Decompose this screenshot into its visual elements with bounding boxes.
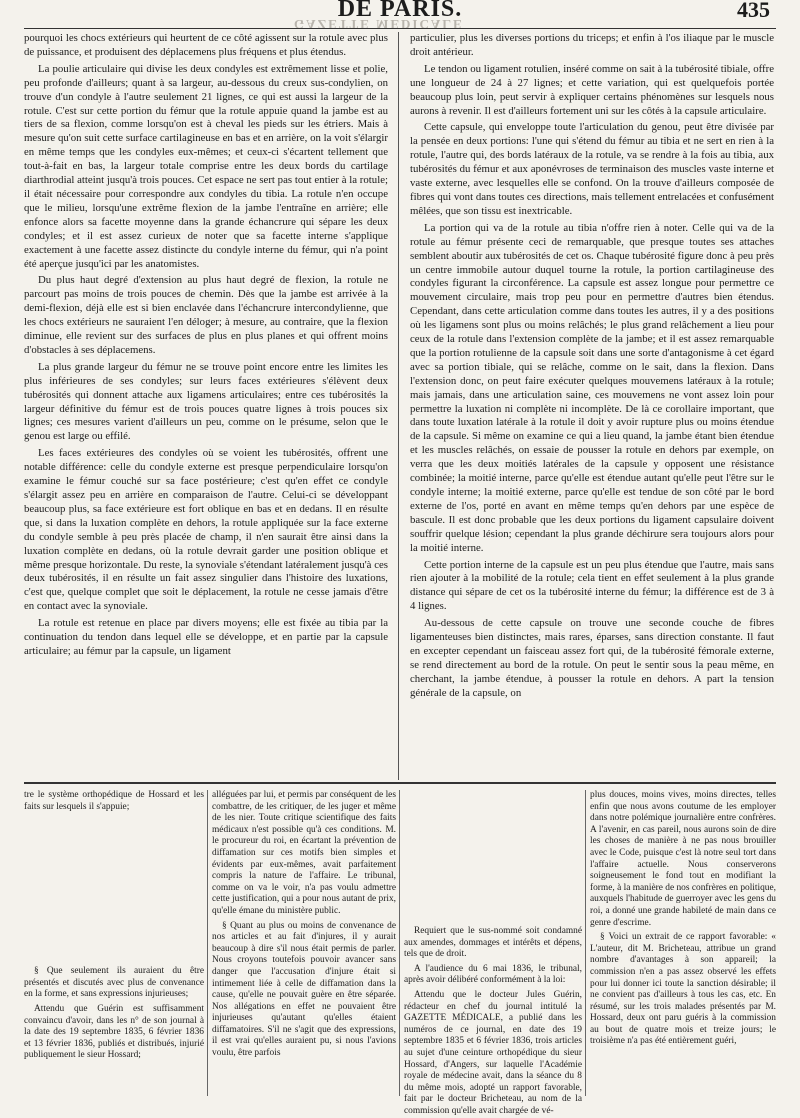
header-rule (24, 28, 776, 29)
paragraph: § Que seulement ils auraient du être présentés et discutés avec plus de convenance en la forme, et sans expressions injurieuses; (24, 966, 204, 1000)
page-header (24, 0, 776, 32)
main-column-left (24, 32, 388, 772)
paragraph: § Quant au plus ou moins de convenance de nos articles et au fait d'injures, il y aurait beaucoup à dire s'il nous était permis de parler. Nous croyons toutefois pouvoir avancer sans danger que l'accusation d'injure était si intimement liée à celle de diffamation dans la cause, qu'elle ne pouvait guère en être séparée. Nos allégations en effet ne pouvaient être injurieuses qu'autant qu'elles étaient diffamatoires. S'il ne s'agit que des expressions, il est vrai qu'elles auraient pu, si nous l'avions voulu, être parfois (212, 920, 396, 1059)
bleed-through-text: GAZETTE MEDICALE (294, 17, 464, 32)
paragraph: Du plus haut degré d'extension au plus haut degré de flexion, la rotule ne parcourt pas moins de trois pouces de chemin. Dès que la jambe est arrivée à la demi-flexion, déjà elle est si bien enclavée dans l'échancrure intercondylienne, que les chocs extérieurs ne sauraient l'en déloger; à mesure, au contraire, que la flexion diminue, elle revient sur des surfaces de plus en plus planes et qui offrent moins d'obstacles à ses déplacemens. (24, 274, 388, 356)
column-divider (585, 790, 586, 1096)
column-divider (207, 790, 208, 1096)
blank-space (404, 790, 582, 926)
paragraph: plus douces, moins vives, moins directes, telles enfin que nous avons coutume de les employer dans notre polémique journalière entre confrères. A l'avenir, en cas pareil, nous aurons soin de dire les choses de manière à ne pas nous brouiller avec le Code, puisque c'est là notre seul tort dans l'affaire actuelle. Nous conserverons soigneusement le fond tout en modifiant la forme, à la manière de nos confrères en politique, auxquels l'habitude de guerroyer avec les gens du roi, a donné une grande habileté de main dans ce genre d'escrime. (590, 790, 776, 928)
feuilleton-column-2 (212, 790, 396, 1096)
paragraph: La rotule est retenue en place par divers moyens; elle est fixée au tibia par la continuation du tendon dans lequel elle se développe, et en partie par la capsule articulaire; au fémur par la capsule, un ligament (24, 617, 388, 657)
main-column-right (410, 32, 774, 772)
page-title: DE PARIS. (337, 0, 463, 22)
paragraph: pourquoi les chocs extérieurs qui heurtent de ce côté agissent sur la rotule avec plus de puissance, et produisent des déplacemens plus fréquens et plus étendus. (24, 32, 388, 58)
feuilleton-column-3 (404, 790, 582, 1116)
blank-space (24, 816, 204, 966)
feuilleton-column-1 (24, 790, 204, 1096)
paragraph: Requiert que le sus-nommé soit condamné aux amendes, dommages et intérêts et dépens, tels que de droit. (404, 926, 582, 960)
paragraph: La plus grande largeur du fémur ne se trouve point encore entre les limites les plus inférieures de ses condyles; sur leurs faces extérieures s'élèvent deux tubérosités qui donnent attache aux ligamens articulaires; entre ces tubérosités la largeur définitive du fémur est de trois pouces quatre lignes à trois pouces six lignes; ces mesures varient d'ailleurs un peu, comme on le présume, selon que le genou est large ou effilé. (24, 360, 388, 443)
paragraph: Attendu que Guérin est suffisamment convaincu d'avoir, dans les n° de son journal à la date des 19 septembre 1835, 6 février 1836 et 13 février 1836, publiés et distribués, injurié publiquement le sieur Hossard; (24, 1003, 204, 1061)
paragraph: Cette capsule, qui enveloppe toute l'articulation du genou, peut être divisée par la pensée en deux portions: l'une qui s'étend du fémur au tibia et ne sert en rien à la rotule, l'autre qui, des bords latéraux de la rotule, va se rendre à la fois au tibia, aux tubérosités du fémur et aux aponévroses de terminaison des muscles vaste interne et vaste externe, avec lesquelles elle se confond. On la trouve d'ailleurs composée de fibres qui vont dans toutes ces directions, mais tellement entrelacées et confusément mêlées, que son tissu est inextricable. (410, 121, 774, 217)
paragraph: Le tendon ou ligament rotulien, inséré comme on sait à la tubérosité tibiale, offre une longueur de 24 à 27 lignes; et cette variation, qui est quelquefois portée beaucoup plus loin, peut servir à expliquer certains phénomènes sur lesquels nous aurons à revenir. Il est d'ailleurs fortement uni sur les côtés à la capsule articulaire. (410, 62, 774, 117)
feuilleton-rule (24, 782, 776, 784)
paragraph: La portion qui va de la rotule au tibia n'offre rien à noter. Celle qui va de la rotule au fémur présente ceci de remarquable, que presque toutes ses attaches semblent aboutir aux tubérosités de cet os. Chaque tubérosité figure donc à peu près un centre immobile autour duquel tourne la rotule, la portion cartilagineuse des condyles figurant la circonférence. La capsule est assez longue pour permettre ce mouvement circulaire, mais trop peu pour en permettre d'autres bien étendus. Cependant, dans cette articulation comme dans toutes les autres, il y a des positions où les ligamens sont plus ou moins relâchés; le plus grand relâchement a lieu pour ceux de la rotule dans l'extension complète de la jambe; et il est assez remarquable que la portion rotulienne de la capsule soit dans une sorte d'antagonisme à cet égard avec sa portion tibiale, qui se relâche, comme on le sait, dans la flexion. Dans l'extension donc, on peut faire exécuter quelques mouvemens latéraux à la rotule; mais jamais, dans une articulation saine, ces mouvemens ne vont assez loin pour permettre la luxation ni complète ni incomplète. De là ce corollaire important, que dans toute luxation latérale à la rotule il doit y avoir rupture plus ou moins étendue de la capsule. Si même on examine ce qui a lieu quand, la jambe étant bien étendue et les muscles relâchés, on essaie de pousser la rotule en dehors par exemple, on verra que les deux moitiés latérales de la capsule y opposent une résistance combinée; la moitié interne, parce qu'elle est étendue autant qu'elle peut l'être sur le condyle interne; la moitié externe, parce qu'elle est tendue de son côté par le bord externe de l'os, porté en avant en même temps qu'en dehors par une espèce de bascule. Il est donc probable que les deux portions du ligament capsulaire doivent souffrir quelque lésion; cependant la plus grande déchirure sera toujours alors pour la moitié interne. (410, 221, 774, 554)
paragraph: § Voici un extrait de ce rapport favorable: « L'auteur, dit M. Bricheteau, attribue un grand nombre d'avantages à son appareil; la commission n'en a pas assez observé les effets pour lui donner ici toute la sanction désirable; il ne convient pas d'ailleurs à tous les cas, etc. En résumé, sur les trois malades présentés par M. Hossard, deux ont paru guéris à la commission au bout de quatre mois et treize jours; le troisième n'a pas été entièrement guéri, (590, 932, 776, 1047)
feuilleton-column-4 (590, 790, 776, 1096)
paragraph: La poulie articulaire qui divise les deux condyles est extrêmement lisse et polie, peu profonde d'ailleurs; quant à sa largeur, au-dessous du creux sus-condylien, on trouve d'un condyle à l'autre seulement 21 lignes, ce qui est aussi la largeur de la rotule. C'est sur cette portion du fémur que la rotule appuie quand la jambe est au tiers de sa flexion, comme lorsqu'on est à cheval les pieds sur les étriers. Mais à mesure qu'on suit cette surface cartilagineuse en bas et en arrière, on la voit s'élargir en même temps que les condyles eux-mêmes; et ceux-ci s'écartent tellement que tout-à-fait en bas, la largeur totale comprise entre les deux bords du cartilage diarthrodial atteint jusqu'à trois pouces. Cet espace ne sert pas tout entier à la rotule; il était nécessaire pour correspondre aux condyles du tibia. La rotule n'en occupe que le milieu, lorsqu'une extrême flexion de la jambe l'entraîne en arrière; elle enfonce alors sa facette moyenne dans la grande échancrure qui sépare les deux condyles; et il est assez curieux de noter que sa facette interne s'applique exactement à une facette assez distincte du condyle interne du fémur, qui n'a point été aperçue jusqu'ici par les anatomistes. (24, 62, 388, 270)
paragraph: tre le système orthopédique de Hossard et les faits sur lesquels il s'appuie; (24, 790, 204, 812)
paragraph: Au-dessous de cette capsule on trouve une seconde couche de fibres ligamenteuses bien distinctes, mais rares, éparses, sans direction constante. Il faut en excepter cependant un faisceau assez fort qui, de la tubérosité fémorale externe, se rend directement au bord de la rotule. On peut le sentir sous la peau même, en cherchant, la jambe étendue, à pousser la rotule en dehors. A part la tension générale de la capsule, on (410, 617, 774, 699)
paragraph: Attendu que le docteur Jules Guérin, rédacteur en chef du journal intitulé la GAZETTE MÉDICALE, a publié dans les numéros de ce journal, en date des 19 septembre 1835 et 6 février 1836, trois articles au sujet d'une ceinture orthopédique du sieur Hossard, d'Angers, sur laquelle l'Académie royale de médecine avait, dans la séance du 8 du même mois, adopté un rapport favorable, fait par le docteur Bricheteau, au nom de la commission qu'elle avait chargée de vé- (404, 989, 582, 1116)
paragraph: Cette portion interne de la capsule est un peu plus étendue que l'autre, mais sans rien ajouter à la mobilité de la rotule; cela tient en effet seulement à la plus grande distance qui sépare de cet os la tubérosité interne du fémur; la différence est de 3 à 4 lignes. (410, 558, 774, 613)
paragraph: particulier, plus les diverses portions du triceps; et enfin à l'os iliaque par le muscle droit antérieur. (410, 32, 774, 58)
column-divider (399, 790, 400, 1096)
paragraph: A l'audience du 6 mai 1836, le tribunal, après avoir délibéré conformément à la loi: (404, 963, 582, 986)
column-divider (398, 32, 399, 780)
paragraph: alléguées par lui, et permis par conséquent de les combattre, de les critiquer, de les juger et même de les nier. Toute critique scientifique des faits médicaux n'est possible qu'à ces conditions. M. le procureur du roi, en écartant la prévention de diffamation sur ces motifs bien simples et évidents par eux-mêmes, avait parfaitement compris la nature de l'affaire. Le tribunal, comme on va le voir, n'a pas voulu admettre cette justification, qui a pour nous autant de prix, qu'elle émane du ministère public. (212, 790, 396, 916)
page-number: 435 (737, 0, 770, 22)
paragraph: Les faces extérieures des condyles où se voient les tubérosités, offrent une notable différence: celle du condyle externe est presque perpendiculaire lorsqu'on examine le fémur couché sur sa face postérieure; c'est qu'en effet ce condyle s'élargit assez peu en arrière en comparaison de l'autre. Celui-ci se développant beaucoup plus, sa face extérieure est fort oblique en bas et en dedans. Il en résulte que, si dans la luxation complète en dehors, la rotule appliquée sur la face externe du condyle semble à peu près placée de champ, il n'en saurait être ainsi dans la luxation complète en dedans, où la rotule devrait garder une position oblique et même presque horizontale. Du reste, la synoviale s'étendant latéralement jusqu'à ces deux tubérosités, il en résulte un fait assez singulier dans l'histoire des luxations, c'est que, quelque complet que soit le déplacement, la rotule ne cesse jamais d'être en contact avec la synoviale. (24, 447, 388, 613)
